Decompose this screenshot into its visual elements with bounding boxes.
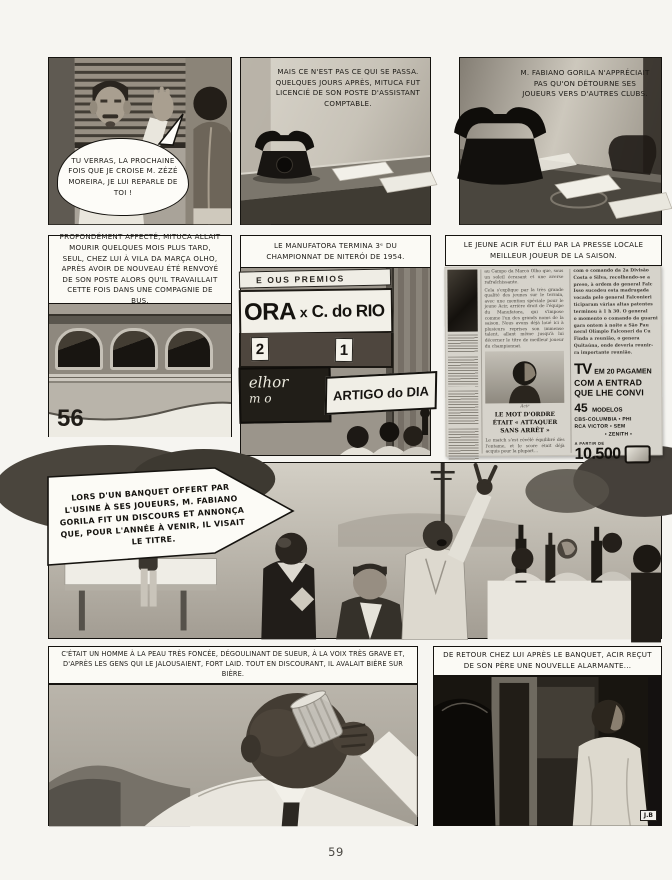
tv-set-icon (625, 446, 651, 464)
ad-from-label: A PARTIR DE (574, 440, 605, 447)
acir-silhouette (434, 699, 495, 826)
ad-line: EM 20 PAGAMEN (594, 368, 652, 376)
speech-bubble-tail (157, 112, 187, 146)
panel-9-caption: DE RETOUR CHEZ LUI APRÈS LE BANQUET, ACIR REÇUT DE SON PÈRE UNE NOUVELLE ALARMANTE... (443, 650, 652, 670)
panel-8-caption-box (48, 646, 418, 684)
panel-9-homecoming (433, 676, 662, 826)
team-right: C. do RIO (311, 300, 385, 321)
team-left: ORA (243, 297, 297, 326)
acir-portrait-photo (485, 351, 564, 404)
script-line: m o (248, 390, 272, 406)
newspaper-text-lines (448, 335, 478, 353)
mituca-face (94, 87, 126, 125)
drinking-scene-illustration (49, 685, 417, 826)
panel-6-caption-box (445, 235, 662, 266)
pt-line: preso, à ordem do general Falc (573, 281, 653, 288)
pt-line: Costa e Silva, recolhendo-se a (573, 275, 651, 281)
ad-line: COM A ENTRAD (574, 377, 643, 388)
bus-window (165, 328, 213, 370)
bus-number: 56 (57, 405, 84, 432)
ad-models-number: 45 (574, 400, 588, 415)
pt-line: vocada pelo general Falconieri (573, 295, 652, 302)
newspaper-clipping (444, 265, 662, 464)
pt-line: Finda a reunião, o genera (573, 336, 640, 343)
newspaper-photo (447, 270, 477, 332)
pt-line: Isso sucedeu esta madrugada (573, 288, 649, 295)
bus-window (55, 328, 103, 370)
bus-window (110, 328, 158, 370)
guest-head (633, 545, 661, 573)
bus-windows (49, 324, 231, 374)
panel-7-caption: LORS D'UN BANQUET OFFERT PAR L'USINE À SES JOUEURS, M. FABIANO GORILA FIT UN DISCOURS ET ANNONÇA QUE, POUR L'ANNÉE À VENIR, IL VISAIT LE TITRE. (59, 482, 246, 547)
gorila-white-suit (402, 547, 468, 639)
panel-3-phone-closeup (459, 57, 662, 225)
article-intro: au Campo da Marca Olho que, sous un soleil écrasant et une averse rafraîchissante. (484, 268, 564, 286)
artigo-sign: ARTIGO do DIA (325, 371, 438, 415)
newspaper-headline: LE MOT D'ORDRE ÉTAIT « ATTAQUER SANS ARRÊT » (492, 411, 558, 435)
portrait-caption: Acir (520, 404, 530, 410)
newspaper-text-lines (448, 391, 478, 425)
telephone-icon (255, 131, 314, 179)
panel-3-caption: M. FABIANO GORILA N'APPRÉCIAIT PAS QU'ON DÉTOURNE SES JOUEURS VERS D'AUTRES CLUBS. (520, 68, 650, 99)
bus-band (49, 316, 231, 324)
panel-4-caption: PROFONDÉMENT AFFECTÉ, MITUCA ALLAIT MOURIR QUELQUES MOIS PLUS TARD, SEUL, CHEZ LUI À VILA DA MARÇA OLHO, APRÈS AVOIR DE NOUVEAU ÉTÉ RENVOYÉ DE SON POSTE ALORS QU'IL TRAVAILLAIT CETTE FOIS DANS UNE COMPAGNIE DE BUS. (59, 232, 221, 306)
article-body: Cela s'explique par la très grande qualité des jeunes sur le terrain, avec une mention spéciale pour le jeune Acir, arrière droit de l'équipe du Manufatora, qui s'impose comme l'un des grands noms de la saison. Nous avons déjà loué ici à plusieurs reprises son immense talent, allant même jusqu'à lui décerner le titre de meilleur joueur du championnat. (484, 287, 564, 349)
ad-tv-word: TV (573, 360, 592, 378)
newspaper-article-column (480, 269, 567, 454)
panel-8-gorila-drinking (48, 684, 418, 826)
bus-trim (49, 374, 231, 383)
panel-7-caption-banner (47, 465, 299, 571)
ad-models-word: MODELOS (592, 407, 623, 414)
homecoming-scene-illustration (434, 677, 661, 826)
pt-line: com o comando da 2a Divisão (573, 268, 649, 274)
newspaper-text-lines (448, 357, 478, 387)
ad-brands: RCA VICTOR • SEM (574, 423, 626, 431)
portuguese-column (573, 268, 662, 357)
panel-2-desk-telephone (240, 57, 431, 225)
versus: x (299, 303, 308, 320)
newspaper-text-lines (448, 429, 478, 461)
pt-line: neral Olímpio Falconeri da Cu (573, 329, 651, 336)
ad-brands: • ZENITH • (604, 431, 633, 438)
pt-line: Quitaúna, onde deveria reunir- (573, 343, 654, 349)
score-right: 1 (335, 338, 353, 362)
panel-5-caption: LE MANUFATORA TERMINA 3ᵉ DU CHAMPIONNAT DE NITERÓI DE 1954. (266, 240, 405, 261)
ad-line: QUE LHE CONVI (574, 387, 644, 398)
telephone-icon (454, 107, 546, 185)
panel-2-caption: MAIS CE N'EST PAS CE QUI SE PASSA. QUELQUES JOURS APRÈS, MITUCA FUT LICENCIÉ DE SON POSTE D'ASSISTANT COMPTABLE. (275, 67, 421, 108)
pt-line: ra importante reunião. (573, 350, 633, 356)
father-shirt (573, 737, 648, 826)
ad-price: 10.500 (574, 445, 621, 464)
pt-line: terminou à 1 h 30. O general (573, 309, 648, 315)
score-left: 2 (251, 337, 269, 361)
score-band (239, 333, 393, 368)
panel-6-caption: LE JEUNE ACIR FUT ÉLU PAR LA PRESSE LOCALE MEILLEUR JOUEUR DE LA SAISON. (463, 239, 644, 260)
panel-9-caption-box (433, 646, 662, 676)
chair-back (609, 135, 657, 175)
panel-5-caption-box (240, 235, 431, 268)
panel-1-office-argument (48, 57, 232, 225)
crowd-silhouettes (241, 407, 430, 455)
panel-7-banquet (48, 462, 662, 639)
newspaper-right-column (569, 268, 662, 464)
ear (241, 735, 261, 763)
premios-banner: E OUS PREMIOS (239, 268, 391, 288)
page-number: 59 (328, 845, 344, 859)
tv-advertisement (574, 360, 663, 464)
artist-signature: J.B (640, 810, 657, 821)
bottle (545, 545, 555, 583)
panel-4-caption-box (48, 232, 232, 306)
panel-5-scoreboard (240, 267, 431, 456)
newspaper-left-column (447, 270, 478, 454)
article-after-headline: Le match s'est révélé équilibré dès l'entame, et le score était déjà acquis pour la plupart… (485, 437, 565, 455)
bus-body (49, 383, 231, 437)
pt-line: o momento o comando da guarni (573, 316, 658, 322)
pt-line: gara ontem à noite a São Pau (573, 322, 649, 329)
script-line: elhor (248, 372, 289, 392)
panel-4-bus (48, 303, 232, 437)
portrait-silhouette (485, 351, 564, 404)
speech-text: TU VERRAS, LA PROCHAINE FOIS QUE JE CROISE M. ZÉZÉ MOREIRA, JE LUI REPARLE DE TOI ! (68, 155, 178, 197)
guest-head (511, 548, 533, 570)
pt-line: ticiparam várias altas patentes (573, 302, 653, 308)
scoreboard-teams (239, 288, 394, 335)
panel-8-caption: C'ÉTAIT UN HOMME À LA PEAU TRÈS FONCÉE, DÉGOULINANT DE SUEUR, À LA VOIX TRÈS GRAVE ET, D'APRÈS LES GENS QUI LE JALOUSAIENT, FORT LAID. TOUT EN DISCOURANT, IL AVALAIT BIÈRE SUR BIÈRE. (61, 650, 405, 678)
necktie (282, 802, 300, 826)
ad-brands: CBS-COLUMBIA • PHI (574, 416, 632, 423)
guest-head (602, 533, 622, 553)
